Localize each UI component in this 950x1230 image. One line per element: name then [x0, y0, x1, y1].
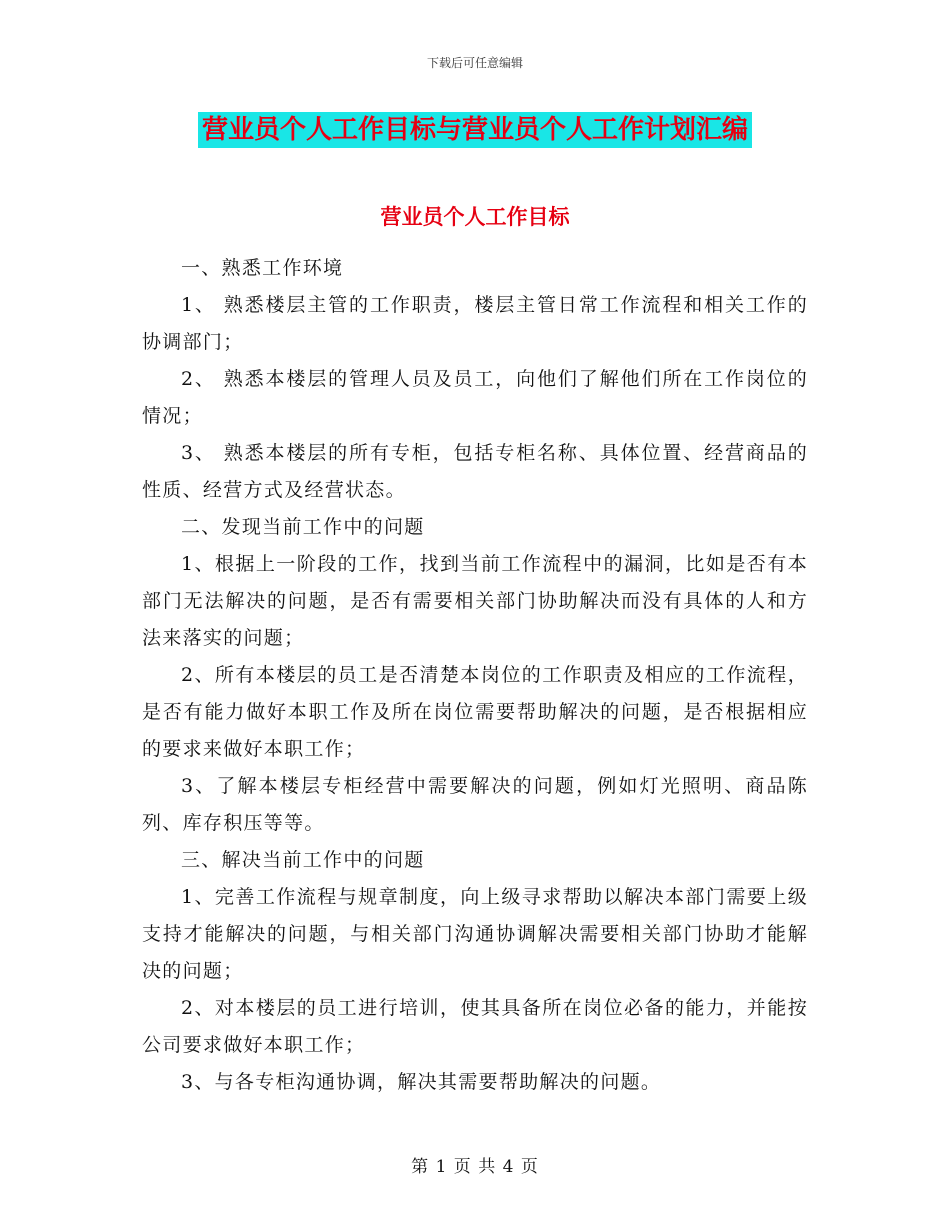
paragraph-item: 3、与各专柜沟通协调，解决其需要帮助解决的问题。 [180, 1071, 662, 1093]
section-title: 营业员个人工作目标 [380, 205, 570, 229]
paragraph-item: 3、了解本楼层专柜经营中需要解决的问题，例如灯光照明、商品陈列、库存积压等等。 [142, 775, 808, 834]
paragraph-item: 1、根据上一阶段的工作，找到当前工作流程中的漏洞，比如是否有本部门无法解决的问题，是否有需要相关部门协助解决而没有具体的人和方法来落实的问题； [142, 553, 808, 649]
heading-familiarize-environment: 一、熟悉工作环境 [180, 257, 344, 279]
paragraph-item: 2、对本楼层的员工进行培训，使其具备所在岗位必备的能力，并能按公司要求做好本职工作； [142, 997, 808, 1056]
heading-find-problems: 二、发现当前工作中的问题 [180, 516, 425, 538]
document-title-container [0, 112, 950, 148]
paragraph-item: 2、所有本楼层的员工是否清楚本岗位的工作职责及相应的工作流程，是否有能力做好本职工作及所在岗位需要帮助解决的问题，是否根据相应的要求来做好本职工作； [142, 664, 808, 760]
heading-solve-problems: 三、解决当前工作中的问题 [180, 849, 425, 871]
paragraph-item: 1、完善工作流程与规章制度，向上级寻求帮助以解决本部门需要上级支持才能解决的问题，与相关部门沟通协调解决需要相关部门协助才能解决的问题； [142, 886, 808, 982]
paragraph-item: 3、 熟悉本楼层的所有专柜，包括专柜名称、具体位置、经营商品的性质、经营方式及经营状态。 [142, 442, 808, 501]
page-indicator: 第 1 页 共 4 页 [411, 1157, 539, 1177]
paragraph-item: 1、 熟悉楼层主管的工作职责，楼层主管日常工作流程和相关工作的协调部门； [142, 294, 808, 353]
document-body [142, 250, 808, 1101]
header-note: 下载后可任意编辑 [426, 56, 523, 70]
paragraph-item: 2、 熟悉本楼层的管理人员及员工，向他们了解他们所在工作岗位的情况； [142, 368, 808, 427]
document-title: 营业员个人工作目标与营业员个人工作计划汇编 [198, 112, 752, 148]
